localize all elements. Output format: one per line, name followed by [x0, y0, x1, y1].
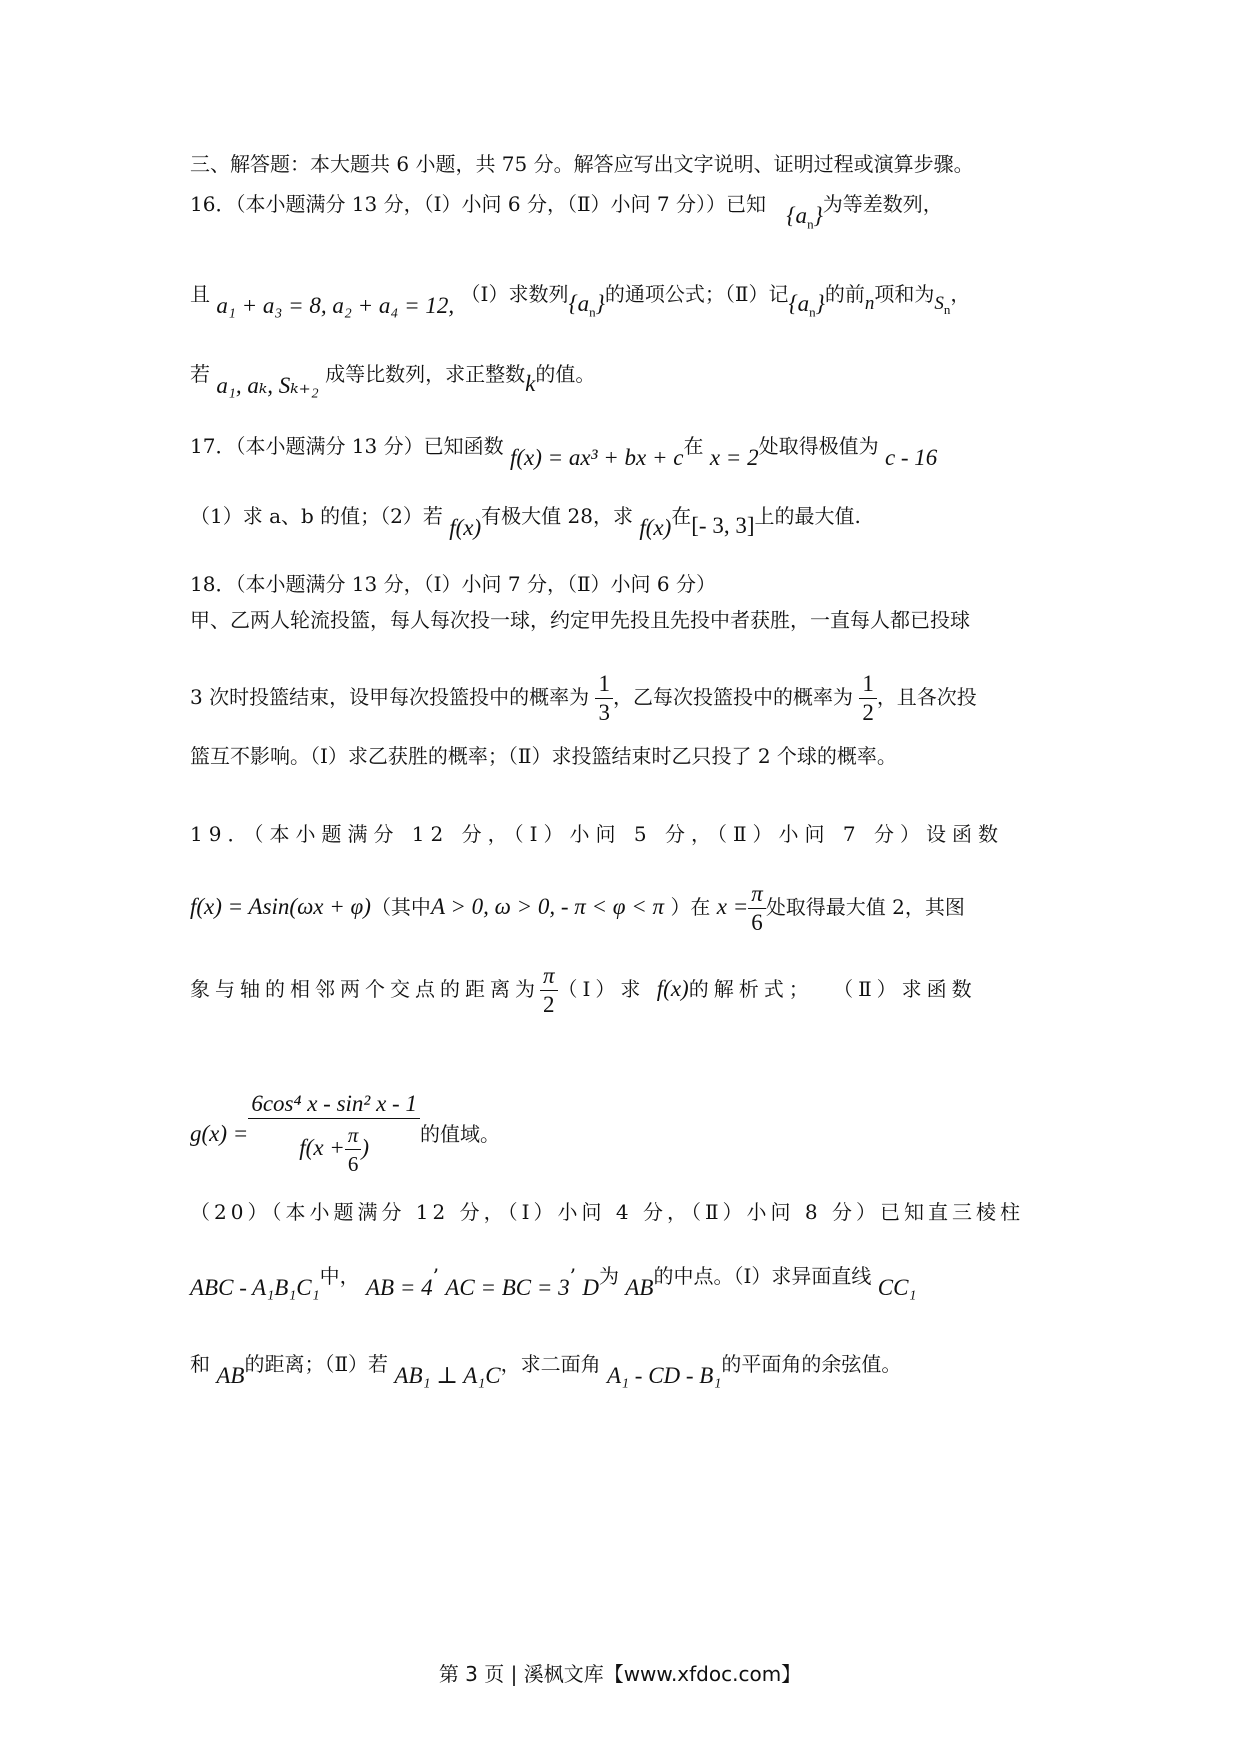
q19-line-4: g(x) = 6cos⁴ x - sin² x - 1 f(x + $\frac{\pi}{6}$ ) 的值域。 — [190, 1091, 500, 1176]
probability-fraction-1: $\frac{1}{3}$ — [595, 670, 613, 727]
g-function-fraction: 6cos⁴ x - sin² x - 1 f(x + $\frac{\pi}{6}$ ) — [248, 1090, 420, 1178]
q20-line-2: ABC - A₁B₁C₁中， AB = 4’ AC = BC = 3’ D为 AB的中点。（Ⅰ）求异面直线 CC₁ — [190, 1264, 917, 1300]
q20-line-1: （20）（本小题满分 12 分，（Ⅰ）小问 4 分，（Ⅱ）小问 8 分）已知直三棱柱 — [190, 1200, 1024, 1224]
q18-line-3: 3 次时投篮结束，设甲每次投篮投中的概率为 $\frac{1}{3}$ ，乙每次投篮投中的概率为 $\frac{1}{2}$ ，且各次投 — [190, 671, 977, 725]
q17-interval: [- 3, 3] — [691, 513, 755, 538]
q16-seq: $\{a_n\}$ — [786, 203, 823, 232]
pi-over-2: $\frac{\pi}{2}$ — [540, 962, 558, 1019]
q19-line-2: f(x) = Asin(ωx + φ)（其中A > 0, ω > 0, - π < φ < π ）在 x = $\frac{\pi}{6}$ 处取得最大值 2，其图 — [190, 881, 965, 935]
q20-line-3: 和 AB的距离；（Ⅱ）若 AB₁ ⊥ A₁C，求二面角 A₁ - CD - B₁的平面角的余弦值。 — [190, 1352, 902, 1388]
q16-seq-2: $\{a_n\}$ — [568, 291, 605, 320]
q16-terms: a₁, aₖ, Sₖ₊₂ — [216, 373, 319, 398]
q16-sn: $S_n$ — [934, 293, 951, 317]
q16-line-2: 且 a₁ + a₃ = 8, a₂ + a₄ = 12, （Ⅰ）求数列$\{a_n\}$的通项公式；（Ⅱ）记$\{a_n\}$的前n项和为$S_n$， — [190, 282, 971, 320]
q17-line-2: （1）求 a、b 的值；（2）若 f(x)有极大值 28，求 f(x)在[- 3, 3]上的最大值. — [190, 504, 861, 540]
q18-line-2: 甲、乙两人轮流投篮，每人每次投一球，约定甲先投且先投中者获胜，一直每人都已投球 — [190, 608, 970, 632]
q16-condition: a₁ + a₃ = 8, a₂ + a₄ = 12, — [216, 293, 455, 318]
q18-line-1: 18．（本小题满分 13 分，（Ⅰ）小问 7 分，（Ⅱ）小问 6 分） — [190, 572, 716, 596]
q19-line-1: 19．（本小题满分 12 分，（Ⅰ）小问 5 分，（Ⅱ）小问 7 分）设函数 — [190, 822, 1004, 846]
page-footer: 第 3 页 | 溪枫文库【www.xfdoc.com】 — [438, 1662, 802, 1686]
q16-line-1: 16．（本小题满分 13 分，（Ⅰ）小问 6 分，（Ⅱ）小问 7 分））已知 $\{a_n\}$为等差数列， — [190, 192, 943, 232]
q18-line-4: 篮互不影响。（Ⅰ）求乙获胜的概率；（Ⅱ）求投篮结束时乙只投了 2 个球的概率。 — [190, 744, 897, 768]
q19-function: f(x) = Asin(ωx + φ) — [190, 894, 371, 919]
q20-prism: ABC - A₁B₁C₁ — [190, 1275, 320, 1300]
q19-line-3: 象与轴的相邻两个交点的距离为 $\frac{\pi}{2}$ （Ⅰ）求 f(x)的解析式； （Ⅱ）求函数 — [190, 963, 977, 1017]
pi-over-6: $\frac{\pi}{6}$ — [748, 880, 766, 937]
section-header: 三、解答题：本大题共 6 小题，共 75 分。解答应写出文字说明、证明过程或演算步骤。 — [190, 152, 974, 176]
q16-seq-3: $\{a_n\}$ — [788, 291, 825, 320]
probability-fraction-2: $\frac{1}{2}$ — [859, 670, 877, 727]
q16-line-3: 若 a₁, aₖ, Sₖ₊₂ 成等比数列，求正整数k的值。 — [190, 362, 596, 398]
q17-line-1: 17．（本小题满分 13 分）已知函数 f(x) = ax³ + bx + c在 x = 2处取得极值为 c - 16 — [190, 434, 938, 470]
q17-function: f(x) = ax³ + bx + c — [509, 445, 684, 470]
